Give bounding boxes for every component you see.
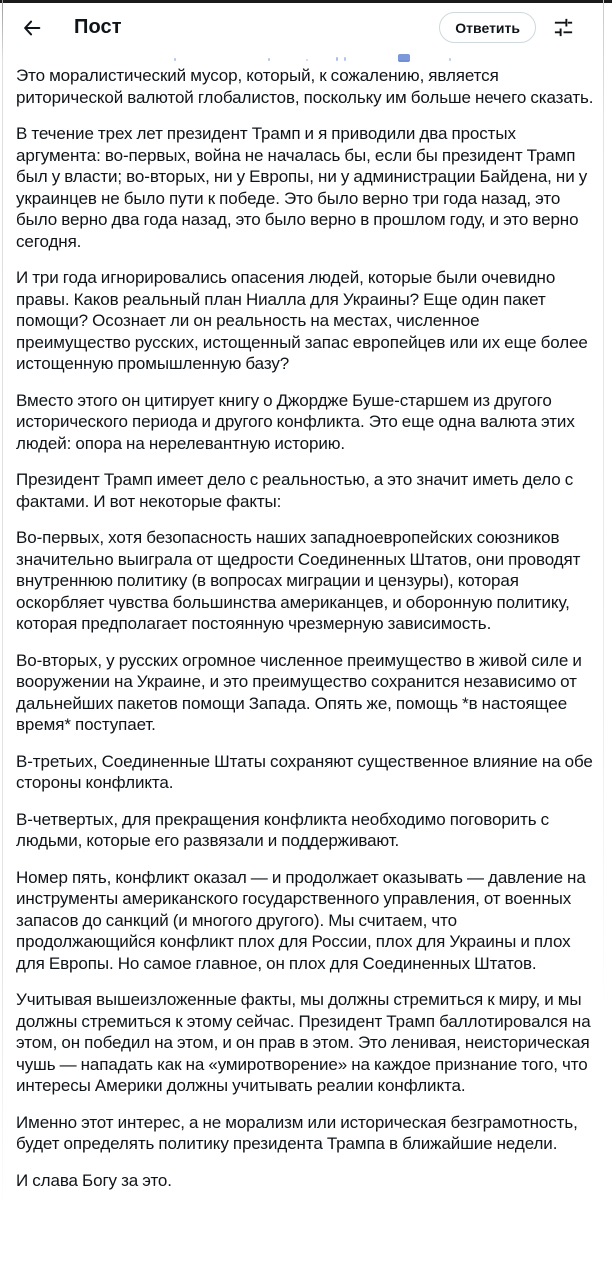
post-paragraph: В течение трех лет президент Трамп и я приводили два простых аргумента: во-первых, война не началась бы, если бы президент Трамп был у власти; во-вторых, ни у Европы, ни у администрации Байдена, ни у украинцев не было пути к победе. Это было верно три года назад, это было верно два года назад, это было верно в прошлом году, и это верно сегодня. bbox=[16, 124, 588, 251]
back-arrow-icon bbox=[21, 17, 43, 39]
post-paragraphs bbox=[16, 65, 596, 1191]
post-paragraph: Президент Трамп имеет дело с реальностью, а это значит иметь дело с фактами. И вот некоторые факты: bbox=[16, 470, 574, 511]
post-paragraph: Учитывая вышеизложенные факты, мы должны стремиться к миру, и мы должны стремиться к этому сейчас. Президент Трамп баллотировался на этом, он победил на этом, и он прав в этом. Это ленивая, неисторическая чушь — нападать как на «умиротворение» на каждое признание того, что интересы Америки должны учитывать реалии конфликта. bbox=[16, 990, 591, 1095]
reply-button[interactable]: Ответить bbox=[439, 12, 536, 43]
post-paragraph: Именно этот интерес, а не морализм или историческая безграмотность, будет определять политику президента Трампа в ближайшие недели. bbox=[16, 1112, 578, 1153]
window-right-edge bbox=[603, 0, 604, 1280]
timeline-settings-button[interactable] bbox=[548, 13, 578, 43]
back-button[interactable] bbox=[14, 10, 50, 46]
window-left-edge bbox=[2, 0, 3, 1280]
post-body bbox=[0, 64, 612, 1191]
post-paragraph: В-третьих, Соединенные Штаты сохраняют существенное влияние на обе стороны конфликта. bbox=[16, 751, 593, 792]
post-paragraph: В-четвертых, для прекращения конфликта необходимо поговорить с людьми, которые его развязали и поддерживают. bbox=[16, 809, 550, 850]
post-paragraph: Номер пять, конфликт оказал — и продолжает оказывать — давление на инструменты американского государственного управления, от военных запасов до санкций (и многого другого). Мы считаем, что продолжающийся конфликт плох для России, плох для Украины и плох для Европы. Но самое главное, он плох для Соединенных Штатов. bbox=[16, 867, 586, 973]
window-top-edge bbox=[0, 0, 612, 3]
post-paragraph: И слава Богу за это. bbox=[16, 1170, 172, 1190]
post-header bbox=[0, 0, 612, 52]
post-paragraph: И три года игнорировались опасения людей, которые были очевидно правы. Каков реальный план Ниалла для Украины? Еще один пакет помощи? Осознает ли он реальность на местах, численное преимущество русских, истощенный запас европейцев или их еще более истощенную промышленную базу? bbox=[16, 268, 588, 373]
post-paragraph: Вместо этого он цитирует книгу о Джордже Буше-старшем из другого исторического периода и другого конфликта. Это еще одна валюта этих людей: опора на нерелевантную историю. bbox=[16, 390, 575, 453]
sliders-icon bbox=[552, 16, 575, 39]
post-paragraph: Во-вторых, у русских огромное численное преимущество в живой силе и вооружении на Украине, и это преимущество сохранится независимо от дальнейших пакетов помощи Запада. Опять же, помощь *в настоящее время* поступает. bbox=[16, 650, 582, 734]
post-paragraph: Это моралистический мусор, который, к сожалению, является риторической валютой глобалистов, поскольку им больше нечего сказать. bbox=[16, 66, 594, 107]
clipped-link-remnant bbox=[16, 52, 596, 64]
page-title: Пост bbox=[74, 16, 122, 38]
post-paragraph: Во-первых, хотя безопасность наших западноевропейских союзников значительно выиграла от щедрости Соединенных Штатов, они проводят внутреннюю политику (в вопросах миграции и цензуры), которая оскорбляет чувства большинства американцев, и оборонную политику, которая предполагает постоянную чрезмерную зависимость. bbox=[16, 528, 581, 633]
